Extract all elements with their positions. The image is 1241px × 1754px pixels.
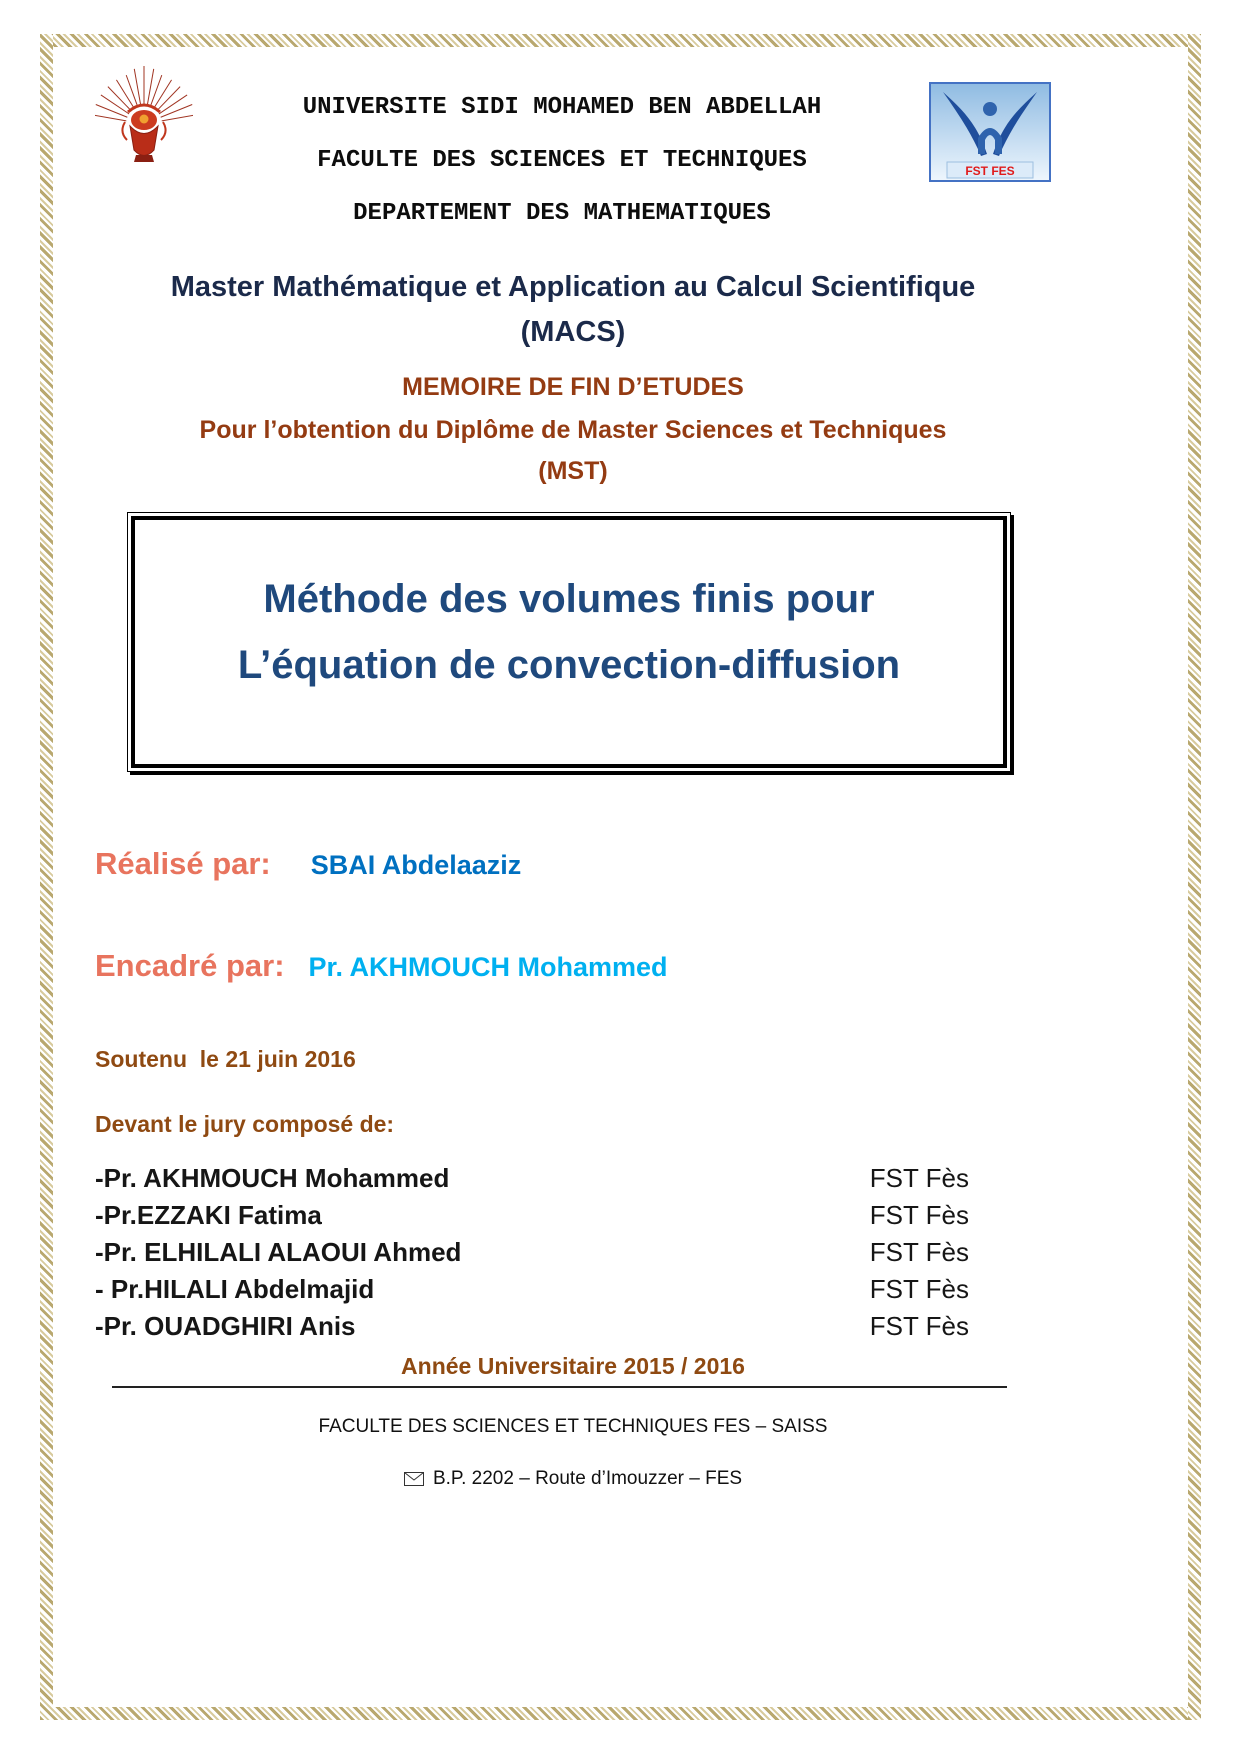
encadre-par-label: Encadré par: bbox=[95, 948, 285, 983]
document-header bbox=[95, 62, 1051, 253]
university-emblem-icon bbox=[95, 62, 193, 182]
encadre-par-row bbox=[95, 948, 1051, 984]
jury-row bbox=[95, 1271, 969, 1308]
jury-row bbox=[95, 1197, 969, 1234]
footer-faculty: FACULTE DES SCIENCES ET TECHNIQUES FES – SAISS bbox=[318, 1416, 828, 1437]
university-name: UNIVERSITE SIDI MOHAMED BEN ABDELLAH bbox=[302, 94, 822, 121]
page-border-top bbox=[40, 34, 1201, 47]
jury-list bbox=[95, 1160, 1051, 1345]
jury-member-name: -Pr. OUADGHIRI Anis bbox=[95, 1311, 356, 1341]
memoire-heading: MEMOIRE DE FIN D’ETUDES bbox=[402, 373, 744, 401]
thesis-title-box-inner bbox=[131, 516, 1007, 768]
realise-par-label: Réalisé par: bbox=[95, 846, 271, 881]
jury-member-affiliation: FST Fès bbox=[869, 1237, 969, 1267]
realise-par-row bbox=[95, 846, 1051, 882]
jury-member-affiliation: FST Fès bbox=[869, 1163, 969, 1193]
defense-date: Soutenu le 21 juin 2016 bbox=[95, 1046, 356, 1072]
jury-row bbox=[95, 1160, 969, 1197]
university-emblem-logo bbox=[95, 62, 195, 187]
footer-address-row bbox=[95, 1468, 1051, 1490]
thesis-title-line1: Méthode des volumes finis pour bbox=[263, 577, 875, 621]
department-name: DEPARTEMENT DES MATHEMATIQUES bbox=[353, 200, 771, 227]
jury-member-affiliation: FST Fès bbox=[869, 1200, 969, 1230]
jury-row bbox=[95, 1234, 969, 1271]
fst-fes-logo-label: FST FES bbox=[965, 164, 1015, 178]
fst-fes-logo bbox=[929, 62, 1051, 187]
jury-member-name: -Pr.EZZAKI Fatima bbox=[95, 1200, 322, 1230]
thesis-title-line2: L’équation de convection-diffusion bbox=[237, 643, 901, 687]
program-title: Master Mathématique et Application au Calcul Scientifique bbox=[170, 271, 976, 303]
program-acronym: (MACS) bbox=[520, 316, 626, 348]
fst-fes-logo-icon bbox=[929, 82, 1051, 182]
jury-member-name: -Pr. ELHILALI ALAOUI Ahmed bbox=[95, 1237, 462, 1267]
advisor-name: Pr. AKHMOUCH Mohammed bbox=[308, 952, 668, 982]
page-content bbox=[95, 62, 1051, 1490]
footer-address: B.P. 2202 – Route d’Imouzzer – FES bbox=[432, 1468, 743, 1489]
thesis-title-box bbox=[127, 512, 1011, 772]
faculty-name: FACULTE DES SCIENCES ET TECHNIQUES bbox=[317, 147, 807, 174]
page-border-left bbox=[40, 34, 53, 1720]
memoire-subheading: Pour l’obtention du Diplôme de Master Sciences et Techniques bbox=[199, 416, 947, 444]
envelope-icon bbox=[404, 1472, 424, 1486]
author-name: SBAI Abdelaaziz bbox=[310, 850, 522, 880]
jury-member-affiliation: FST Fès bbox=[869, 1311, 969, 1341]
memoire-acronym: (MST) bbox=[538, 457, 608, 485]
jury-row bbox=[95, 1308, 969, 1345]
jury-member-affiliation: FST Fès bbox=[869, 1274, 969, 1304]
jury-intro: Devant le jury composé de: bbox=[95, 1111, 395, 1137]
jury-member-name: - Pr.HILALI Abdelmajid bbox=[95, 1274, 375, 1304]
institution-text-block bbox=[195, 62, 929, 253]
page-border-bottom bbox=[40, 1707, 1201, 1720]
footer-divider bbox=[112, 1386, 1007, 1388]
jury-member-name: -Pr. AKHMOUCH Mohammed bbox=[95, 1163, 450, 1193]
academic-year: Année Universitaire 2015 / 2016 bbox=[401, 1353, 745, 1379]
page-border-right bbox=[1188, 34, 1201, 1720]
